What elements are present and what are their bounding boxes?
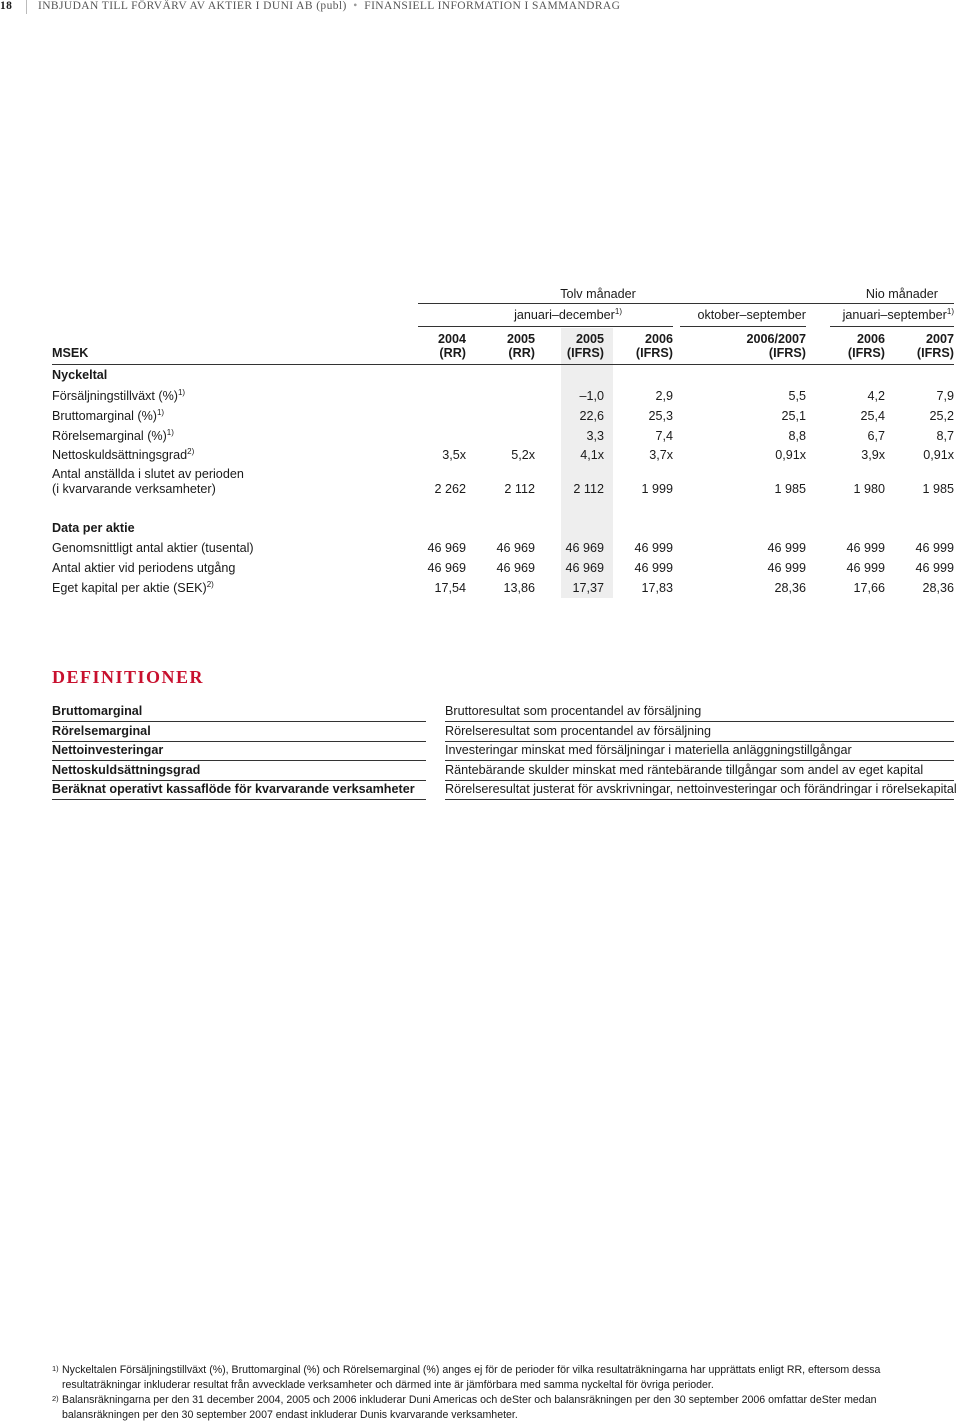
- table-cell: 3,3: [586, 429, 604, 443]
- definition-term: Nettoskuldsättningsgrad: [52, 763, 426, 781]
- definition-row: [52, 780, 957, 800]
- row-label: Genomsnittligt antal aktier (tusental): [52, 541, 254, 555]
- column-year: 2005: [506, 332, 535, 346]
- table-cell: 25,4: [860, 409, 885, 423]
- period-group-nio: Nio månader: [865, 287, 938, 301]
- table-cell: 46 969: [565, 541, 604, 555]
- row-label: Rörelsemarginal (%)$^{1)}$: [52, 428, 174, 443]
- section-title: Nyckeltal: [52, 368, 108, 382]
- footnote-number: 1): [52, 1364, 59, 1373]
- table-cell: 5,5: [788, 389, 806, 403]
- table-cell: 46 969: [565, 561, 604, 575]
- page-number: 18: [0, 0, 13, 12]
- unit-label: MSEK: [52, 346, 89, 360]
- table-cell: 2 112: [573, 482, 604, 496]
- row-label: Nettoskuldsättningsgrad$^{2)}$: [52, 447, 195, 462]
- table-cell: 46 999: [846, 541, 885, 555]
- definition-text: Räntebärande skulder minskat med räntebärande tillgångar som andel av eget kapital: [445, 763, 954, 781]
- footnote-text: Balansräkningarna per den 31 december 2004, 2005 och 2006 inkluderar Duni Americas och deSter och balansräkningen per den 30 september 2006 omfattar deSter medan balansräkningen per den 30 september 2007 endast inkluderar Dunis kvarvarande verksamheter.: [62, 1394, 877, 1421]
- definition-row: [52, 722, 954, 742]
- rule-header-bottom: [52, 364, 954, 365]
- table-cell: 25,3: [648, 409, 673, 423]
- table-cell: –1,0: [579, 389, 604, 403]
- definition-row: [52, 702, 954, 722]
- definition-text: Rörelseresultat som procentandel av försäljning: [445, 724, 954, 742]
- period-okt-sep: oktober–september: [697, 308, 806, 322]
- header-title: [38, 0, 620, 12]
- table-cell: 1 985: [922, 482, 954, 496]
- definition-text: Bruttoresultat som procentandel av försäljning: [445, 704, 954, 722]
- table-cell: 8,7: [936, 429, 954, 443]
- column-standard: (IFRS): [916, 346, 954, 360]
- row-label: Försäljningstillväxt (%)$^{1)}$: [52, 388, 186, 403]
- footnote-text: Nyckeltalen Försäljningstillväxt (%), Bruttomarginal (%) och Rörelsemarginal (%) anges ej för de perioder för vilka resultaträkningarna har upprättats enligt RR, eftersom dessa resultaträkningar inkluderar resultat från avvecklade verksamheter och därmed inte är jämförbara med samma nyckeltal för övriga perioder.: [62, 1364, 881, 1391]
- definition-term: Beräknat operativt kassaflöde för kvarvarande verksamheter: [52, 782, 426, 800]
- table-cell: 46 999: [915, 561, 954, 575]
- rule-tolv: [418, 303, 954, 304]
- rule-okt-sep: [680, 326, 806, 327]
- table-cell: 0,91x: [775, 448, 806, 462]
- definition-term: Bruttomarginal: [52, 704, 426, 722]
- rule-jan-sep: [830, 326, 954, 327]
- row-label: Bruttomarginal (%)$^{1)}$: [52, 408, 165, 423]
- table-cell: 8,8: [788, 429, 806, 443]
- table-cell: 4,1x: [580, 448, 604, 462]
- definitions-title: DEFINITIONER: [52, 667, 205, 687]
- table-cell: 46 999: [634, 561, 673, 575]
- table-cell: 1 999: [641, 482, 673, 496]
- table-cell: 17,54: [434, 581, 466, 595]
- table-cell: 46 999: [767, 561, 806, 575]
- table-cell: 17,83: [641, 581, 673, 595]
- doc-title: INBJUDAN TILL FÖRVÄRV AV AKTIER I DUNI AB (publ): [38, 0, 347, 12]
- table-cell: 1 980: [853, 482, 885, 496]
- table-cell: 7,4: [655, 429, 673, 443]
- column-standard: (IFRS): [566, 346, 604, 360]
- table-cell: 2 112: [504, 482, 535, 496]
- table-cell: 46 969: [496, 541, 535, 555]
- row-label: Antal anställda i slutet av perioden: [52, 467, 244, 481]
- section-title: Data per aktie: [52, 521, 135, 535]
- definition-text: Investeringar minskat med försäljningar i materiella anläggningstillgångar: [445, 743, 954, 761]
- table-cell: 3,5x: [442, 448, 466, 462]
- definition-term: Nettoinvesteringar: [52, 743, 426, 761]
- table-cell: 25,2: [929, 409, 954, 423]
- period-jan-dec: januari–december$^{1)}$: [514, 307, 622, 322]
- table-cell: 1 985: [774, 482, 806, 496]
- highlight-column: [561, 328, 613, 598]
- row-label-continued: (i kvarvarande verksamheter): [52, 482, 216, 496]
- table-cell: 46 969: [427, 541, 466, 555]
- column-year: 2006/2007: [746, 332, 806, 346]
- table-cell: 6,7: [867, 429, 885, 443]
- table-cell: 2,9: [655, 389, 673, 403]
- header-bullet: •: [353, 0, 358, 12]
- table-cell: 17,37: [572, 581, 604, 595]
- row-label: Antal aktier vid periodens utgång: [52, 561, 236, 575]
- table-cell: 0,91x: [923, 448, 954, 462]
- header-divider: [26, 0, 27, 14]
- table-cell: 46 969: [496, 561, 535, 575]
- table-cell: 17,66: [853, 581, 885, 595]
- table-cell: 46 999: [846, 561, 885, 575]
- footnote-number: 2): [52, 1394, 59, 1403]
- definition-term: Rörelsemarginal: [52, 724, 426, 742]
- period-jan-sep: januari–september$^{1)}$: [842, 307, 954, 322]
- column-year: 2006: [644, 332, 673, 346]
- table-cell: 46 969: [427, 561, 466, 575]
- definition-row: [52, 741, 954, 761]
- page-header: [0, 0, 960, 14]
- table-cell: 46 999: [767, 541, 806, 555]
- table-cell: 13,86: [503, 581, 535, 595]
- column-year: 2006: [856, 332, 885, 346]
- table-cell: 4,2: [867, 389, 885, 403]
- period-group-tolv: Tolv månader: [560, 287, 636, 301]
- column-standard: (IFRS): [768, 346, 806, 360]
- rule-jan-dec: [418, 326, 673, 327]
- table-cell: 2 262: [434, 482, 466, 496]
- table-cell: 46 999: [915, 541, 954, 555]
- table-cell: 28,36: [774, 581, 806, 595]
- table-cell: 3,9x: [861, 448, 885, 462]
- table-cell: 46 999: [634, 541, 673, 555]
- column-year: 2005: [575, 332, 604, 346]
- table-cell: 7,9: [936, 389, 954, 403]
- definition-row: [52, 761, 954, 781]
- table-cell: 5,2x: [511, 448, 535, 462]
- row-label: Eget kapital per aktie (SEK)$^{2)}$: [52, 580, 214, 595]
- column-standard: (IFRS): [635, 346, 673, 360]
- column-standard: (RR): [508, 346, 535, 360]
- column-year: 2007: [925, 332, 954, 346]
- table-cell: 28,36: [922, 581, 954, 595]
- table-cell: 25,1: [781, 409, 806, 423]
- column-year: 2004: [437, 332, 466, 346]
- definition-text: Rörelseresultat justerat för avskrivningar, nettoinvesteringar och förändringar i rörelsekapital: [445, 782, 954, 800]
- table-cell: 3,7x: [649, 448, 673, 462]
- column-standard: (RR): [439, 346, 466, 360]
- column-standard: (IFRS): [847, 346, 885, 360]
- table-cell: 22,6: [579, 409, 604, 423]
- section-title: FINANSIELL INFORMATION I SAMMANDRAG: [364, 0, 621, 12]
